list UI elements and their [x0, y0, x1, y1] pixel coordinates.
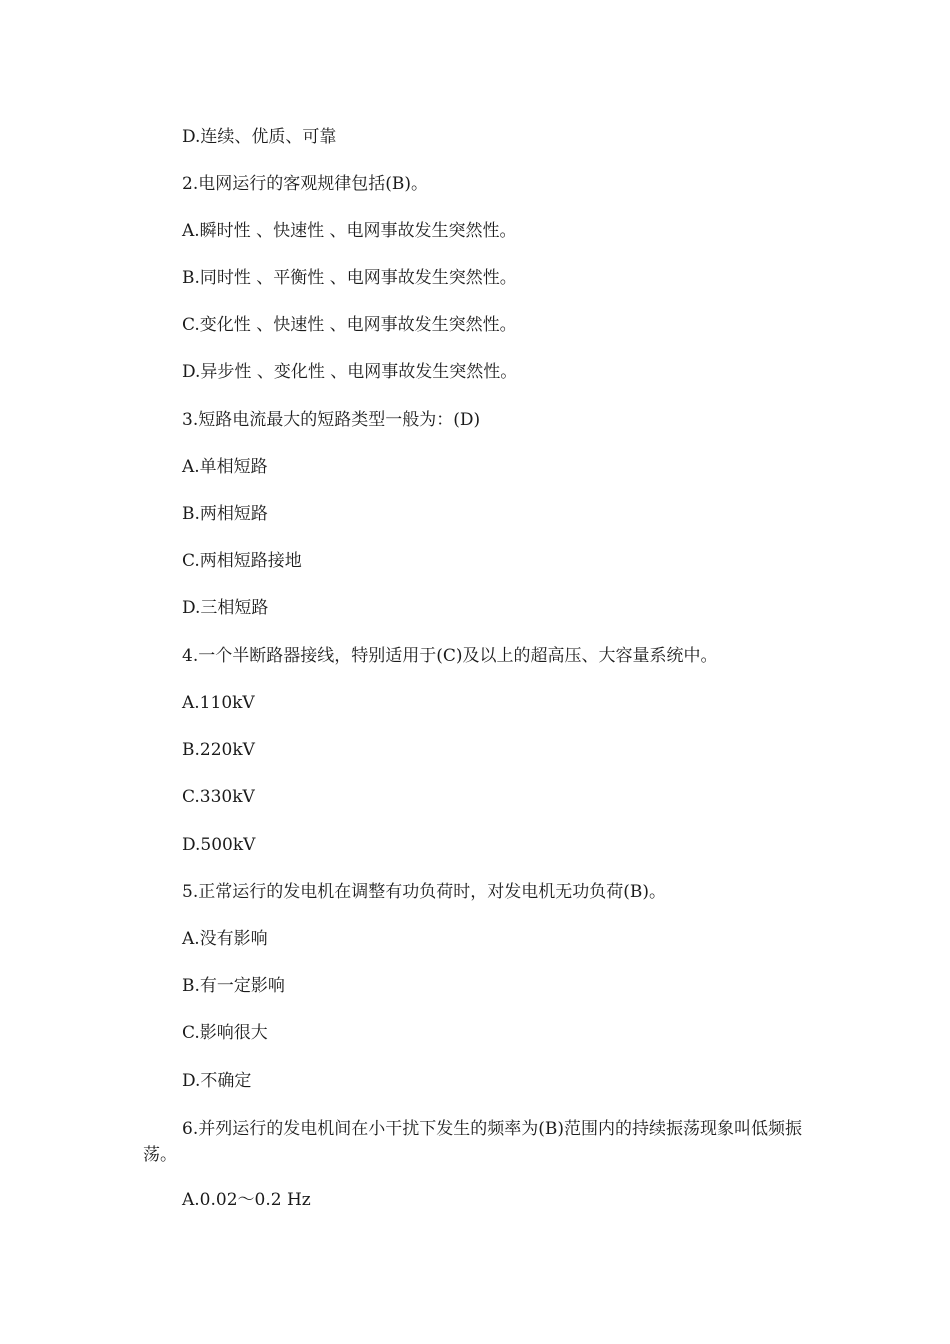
q2-option-d: D.异步性 、变化性 、电网事故发生突然性。 — [182, 362, 518, 382]
q5-option-a: A.没有影响 — [182, 929, 268, 949]
q4-question: 4.一个半断路器接线，特别适用于(C)及以上的超高压、大容量系统中。 — [182, 646, 718, 666]
q3-option-a: A.单相短路 — [182, 457, 268, 477]
q3-option-b: B.两相短路 — [182, 504, 268, 524]
q3-option-d: D.三相短路 — [182, 598, 269, 618]
q5-question: 5.正常运行的发电机在调整有功负荷时，对发电机无功负荷(B)。 — [182, 882, 666, 902]
q1-option-d: D.连续、优质、可靠 — [182, 127, 337, 147]
q6-option-a: A.0.02～0.2 Hz — [182, 1190, 311, 1210]
q4-option-d: D.500kV — [182, 835, 256, 855]
q5-option-c: C.影响很大 — [182, 1023, 268, 1043]
q2-option-b: B.同时性 、平衡性 、电网事故发生突然性。 — [182, 268, 517, 288]
q5-option-b: B.有一定影响 — [182, 976, 285, 996]
q2-option-c: C.变化性 、快速性 、电网事故发生突然性。 — [182, 315, 517, 335]
q5-option-d: D.不确定 — [182, 1071, 252, 1091]
q6-question: 6.并列运行的发电机间在小干扰下发生的频率为(B)范围内的持续振荡现象叫低频振荡。 — [143, 1119, 802, 1165]
q4-option-a: A.110kV — [182, 693, 255, 713]
q2-option-a: A.瞬时性 、快速性 、电网事故发生突然性。 — [182, 221, 517, 241]
q3-question: 3.短路电流最大的短路类型一般为：(D) — [182, 410, 481, 430]
q3-option-c: C.两相短路接地 — [182, 551, 302, 571]
q2-question: 2.电网运行的客观规律包括(B)。 — [182, 174, 428, 194]
q4-option-c: C.330kV — [182, 787, 255, 807]
q4-option-b: B.220kV — [182, 740, 255, 760]
